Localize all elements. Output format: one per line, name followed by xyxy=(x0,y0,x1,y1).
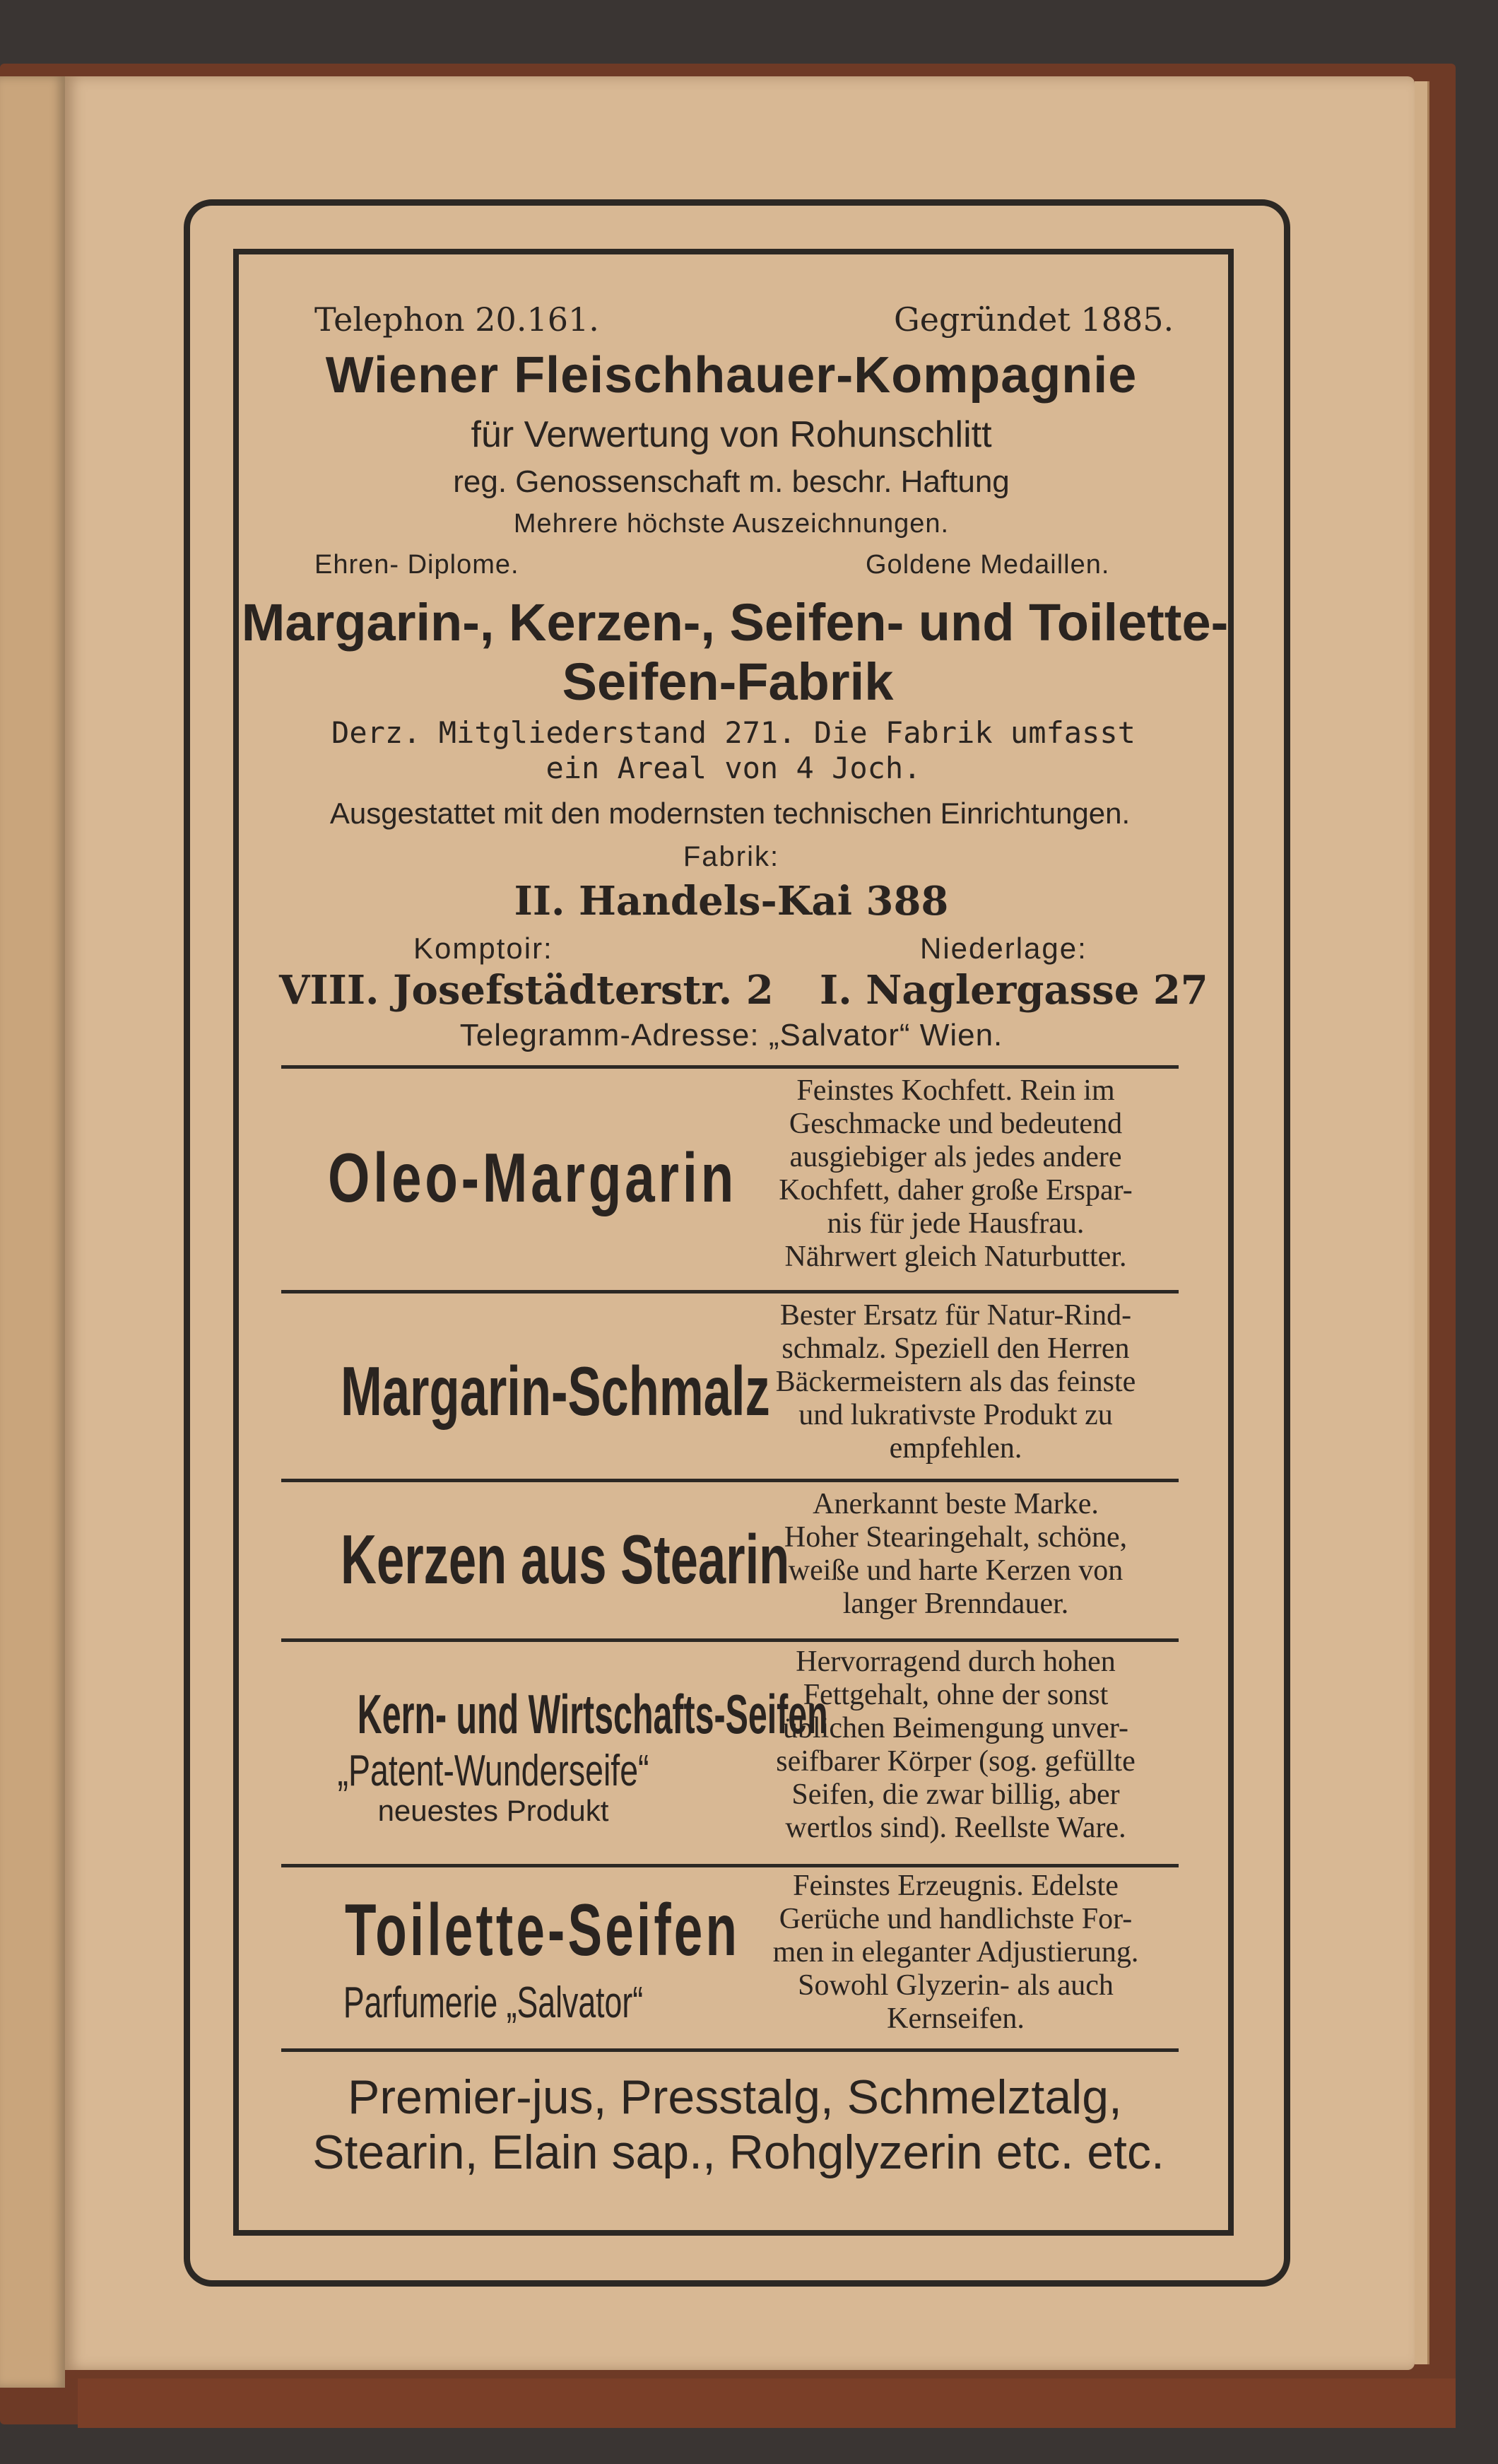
awards-line: Mehrere höchste Auszeichnungen. xyxy=(513,509,950,539)
product-description: Feinstes Erzeugnis. Edelste Gerüche und handlichste For- men in eleganter Adjustierung. Sowohl Glyzerin- als auch Kernseifen. xyxy=(772,1870,1139,2035)
members-line1: Derz. Mitgliederstand 271. Die Fabrik umfasst xyxy=(331,715,1136,750)
factory-headline-line1: Margarin-, Kerzen-, Seifen- und Toilette- xyxy=(241,593,1229,652)
niederlage-address: I. Naglergasse 27 xyxy=(820,967,1208,1014)
product-subtitle: „Patent-Wunderseife“ xyxy=(337,1747,649,1795)
divider xyxy=(281,1290,1179,1293)
product-description: Hervorragend durch hohen Fettgehalt, ohne der sonst üblichen Beimengung unver- seifbarer Körper (sog. gefüllte Seifen, die zwar billig, aber wertlos sind). Reellste Ware. xyxy=(776,1645,1136,1844)
footer-line2: Stearin, Elain sap., Rohglyzerin etc. etc. xyxy=(312,2125,1164,2179)
founding-year: Gegründet 1885. xyxy=(894,300,1174,339)
product-description: Bester Ersatz für Natur-Rind- schmalz. Speziell den Herren Bäckermeistern als das feinste und lukrativste Produkt zu empfehlen. xyxy=(775,1299,1136,1465)
divider xyxy=(281,1638,1179,1642)
fabrik-address: II. Handels-Kai 388 xyxy=(514,878,949,925)
divider xyxy=(281,1864,1179,1867)
product-name: Toilette-Seifen xyxy=(345,1889,741,1971)
book-cover-edge xyxy=(78,2378,1456,2428)
fabrik-label: Fabrik: xyxy=(683,841,780,872)
medals: Goldene Medaillen. xyxy=(866,550,1110,580)
divider xyxy=(281,1065,1179,1069)
product-description: Anerkannt beste Marke. Hoher Stearingehalt, schöne, weiße und harte Kerzen von langer Brenndauer. xyxy=(784,1488,1128,1620)
product-note: neuestes Produkt xyxy=(377,1794,609,1827)
members-line2: ein Areal von 4 Joch. xyxy=(545,751,921,785)
product-name: Oleo-Margarin xyxy=(328,1139,738,1216)
company-purpose: für Verwertung von Rohunschlitt xyxy=(471,414,992,455)
product-subtitle: Parfumerie „Salvator“ xyxy=(343,1978,644,2027)
divider xyxy=(281,2048,1179,2052)
factory-headline-line2: Seifen-Fabrik xyxy=(562,652,894,711)
komptoir-label: Komptoir: xyxy=(413,932,553,965)
product-name: Kern- und Wirtschafts-Seifen xyxy=(357,1683,828,1745)
company-name: Wiener Fleischhauer-Kompagnie xyxy=(325,347,1138,404)
footer-line1: Premier-jus, Presstalg, Schmelztalg, xyxy=(348,2070,1122,2124)
product-name: Margarin-Schmalz xyxy=(341,1352,770,1430)
komptoir-address: VIII. Josefstädterstr. 2 xyxy=(279,967,774,1014)
divider xyxy=(281,1479,1179,1482)
product-name: Kerzen aus Stearin xyxy=(341,1520,790,1598)
product-description: Feinstes Kochfett. Rein im Geschmacke und bedeutend ausgiebiger als jedes andere Kochfett, daher große Erspar- nis für jede Hausfrau. Nährwert gleich Naturbutter. xyxy=(779,1074,1133,1273)
telegram-address: Telegramm-Adresse: „Salvator“ Wien. xyxy=(459,1018,1003,1052)
company-legal-form: reg. Genossenschaft m. beschr. Haftung xyxy=(453,464,1010,499)
equipment-line: Ausgestattet mit den modernsten technischen Einrichtungen. xyxy=(329,797,1131,830)
telephone-number: Telephon 20.161. xyxy=(314,300,599,339)
niederlage-label: Niederlage: xyxy=(920,932,1087,965)
diplomas: Ehren- Diplome. xyxy=(314,550,519,580)
